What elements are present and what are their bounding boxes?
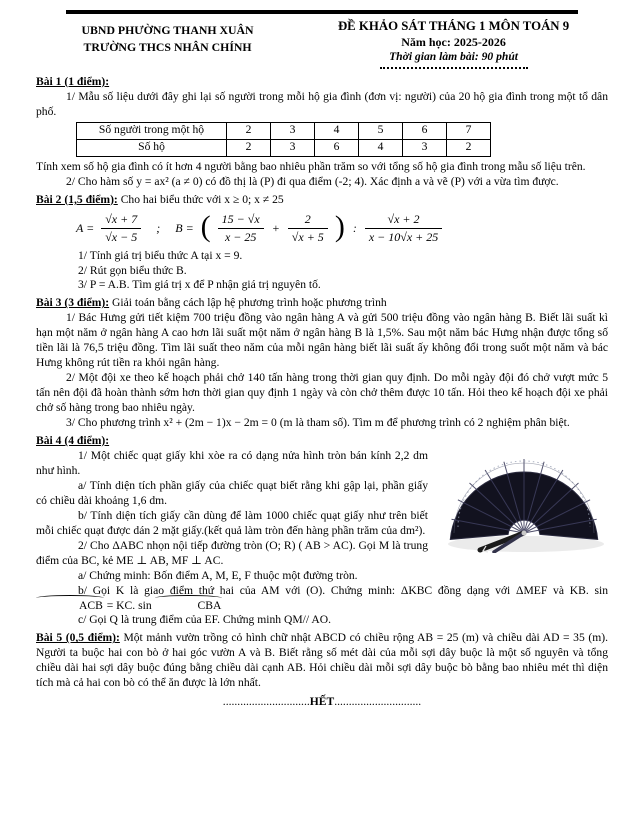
bai5-text: Một mảnh vườn trồng cỏ hình chữ nhật ABCD có chiều rộng AB = 25 (m) và chiều dài AD = 35 (m). Người ta buộc hai con bò ở hai góc vườn A và B. Biết rằng số mét dài của mỗi sợi dây buộc là một số nguyên và tổng chiều dài hai sợi dây buộc đúng bằng chiều dài cạnh AB. Hỏi chiều dài mỗi sợi dây buộc bò bằng bao nhiêu mét thì diện tích mà cả hai con bò có thể ăn được là lớn nhất. [36, 631, 608, 690]
fraction-numerator: 2 [288, 212, 328, 229]
angle-arc-CBA: CBA [155, 599, 223, 614]
bai1-heading-label: Bài 1 (1 điểm): [36, 74, 110, 88]
section-bai5 [36, 631, 608, 691]
header [36, 17, 608, 69]
table-row-households [77, 139, 491, 156]
bai4-item1: 1/ Một chiếc quạt giấy khi xòe ra có dạng nửa hình tròn bán kính 2,2 dm như hình. [36, 448, 428, 477]
paper-fan-image [436, 449, 608, 553]
footer-het-line [36, 695, 608, 710]
plus-operator: + [271, 220, 280, 235]
school-name: TRƯỜNG THCS NHÂN CHÍNH [83, 40, 252, 55]
table-cell: 3 [271, 122, 315, 139]
open-paren: ( [200, 209, 211, 243]
org-name: UBND PHƯỜNG THANH XUÂN [81, 23, 254, 37]
fraction-numerator: √x + 7 [101, 212, 141, 229]
formula-A-label: A = [76, 220, 95, 235]
bai4-item1b: b/ Tính diện tích giấy cần dùng để làm 1000 chiếc quạt giấy như trên biết mỗi chiếc quạt được dán 2 mặt giấy.(kết quả làm tròn đến hàng phần trăm của dm²). [36, 508, 428, 537]
table-cell: 6 [315, 139, 359, 156]
fraction-B2 [288, 212, 328, 246]
bai3-item3: 3/ Cho phương trình x² + (2m − 1)x − 2m = 0 (m là tham số). Tìm m để phương trình có 2 nghiệm phân biệt. [66, 416, 570, 430]
table-cell: 4 [359, 139, 403, 156]
bai4-item1a: a/ Tính diện tích phần giấy của chiếc quạt biết rằng khi gập lại, phần giấy có chiều dài khoảng 1,6 dm. [36, 478, 428, 507]
fraction-numerator: 15 − √x [218, 212, 264, 229]
bai4-item2b [36, 584, 608, 614]
table-cell: Số hộ [77, 139, 227, 156]
footer-dots: .............................. [222, 695, 310, 709]
fraction-denominator: √x − 5 [105, 230, 138, 245]
semicolon-separator: ; [156, 220, 161, 235]
formula-B-label: B = [175, 220, 194, 235]
bai3-heading [36, 296, 608, 311]
duration-dotted-rule [380, 67, 528, 69]
table-cell: 2 [227, 139, 271, 156]
table-row-people [77, 122, 491, 139]
fraction-B3 [365, 212, 442, 246]
bai3-heading-label: Bài 3 (3 điểm): [36, 296, 110, 310]
bai1-item1: 1/ Mẫu số liệu dưới đây ghi lại số người trong mỗi hộ gia đình (đơn vị: người) của 20 hộ gia đình trong một tổ dân phố. [36, 89, 608, 118]
fraction-numerator: √x + 2 [365, 212, 442, 229]
section-bai2 [36, 193, 608, 294]
header-right [299, 17, 608, 69]
header-left [36, 17, 299, 69]
bai2-heading [36, 193, 608, 208]
bai4-item2b-text: b/ Gọi K là giao điểm thứ hai của AM với (O). Chứng minh: ΔKBC đồng dạng với ΔMEF và KB. sin [78, 583, 608, 597]
bai2-formula [76, 209, 608, 246]
footer-het-label: HẾT [309, 695, 335, 709]
exam-duration: Thời gian làm bài: 90 phút [389, 49, 519, 63]
bai3-item2: 2/ Một đội xe theo kế hoạch phải chở 140 tấn hàng trong thời gian quy định. Do mỗi ngày đội đó chở vượt mức 5 tấn nên đội đã hoàn thành sớm hơn thời gian quy định 1 ngày và còn chở thêm được 10 tấn. Hỏi theo kế hoạch đội xe phải chở số hàng trong bao nhiêu ngày. [36, 371, 608, 415]
bai4-item2a: a/ Chứng minh: Bốn điểm A, M, E, F thuộc một đường tròn. [78, 568, 358, 582]
school-year: Năm học: 2025-2026 [401, 34, 506, 49]
table-cell: Số người trong một hộ [77, 122, 227, 139]
bai5-heading-label: Bài 5 (0,5 điểm): [36, 631, 120, 645]
footer-dots: .............................. [334, 695, 422, 709]
bai3-item1: 1/ Bác Hưng gửi tiết kiệm 700 triệu đồng vào ngân hàng A và gửi 500 triệu đồng vào ngân hàng B. Biết lãi suất kì hạn một năm ở ngân hàng A cao hơn lãi suất một năm ở ngân hàng B là 1,5%. Sau một năm bác Hưng nhận được tổng số tiền lãi là 76,5 triệu đồng. Tìm lãi suất theo năm của mỗi ngân hàng biết lãi suất ấy không đổi trong suốt một năm và bác Hưng không rút tiền ra khỏi ngân hàng. [36, 311, 608, 370]
bai2-q2: 2/ Rút gọn biểu thức B. [78, 263, 187, 277]
paper-fan-figure [436, 449, 608, 553]
fraction-B1 [218, 212, 264, 246]
bai5-paragraph [36, 631, 608, 691]
bai4-item2c: c/ Gọi Q là trung điểm của EF. Chứng minh QM// AO. [78, 613, 331, 627]
bai2-q3: 3/ P = A.B. Tìm giá trị x để P nhận giá trị nguyên tố. [78, 278, 321, 292]
bai4-heading-label: Bài 4 (4 điểm): [36, 434, 110, 448]
bai1-item2: 2/ Cho hàm số y = ax² (a ≠ 0) có đồ thị là (P) đi qua điểm (-2; 4). Xác định a và vẽ (P) với a vừa tìm được. [66, 174, 559, 188]
fraction-A [101, 212, 141, 246]
table-cell: 2 [227, 122, 271, 139]
table-cell: 2 [447, 139, 491, 156]
section-bai4 [36, 434, 608, 628]
bai4-item2: 2/ Cho ΔABC nhọn nội tiếp đường tròn (O; R) ( AB > AC). Gọi M là trung điểm của BC, kẻ ME ⊥ AB, MF ⊥ AC. [36, 538, 428, 567]
bai1-heading [36, 75, 608, 90]
top-rule [66, 10, 578, 14]
bai4-heading [36, 434, 608, 449]
table-cell: 7 [447, 122, 491, 139]
bai2-intro: Cho hai biểu thức với x ≥ 0; x ≠ 25 [120, 192, 284, 206]
bai2-heading-label: Bài 2 (1,5 điểm): [36, 192, 118, 206]
section-bai3 [36, 296, 608, 431]
close-paren: ) [334, 209, 345, 243]
exam-title: ĐỀ KHẢO SÁT THÁNG 1 MÔN TOÁN 9 [337, 19, 570, 33]
fraction-denominator: √x + 5 [291, 230, 324, 245]
section-bai1 [36, 75, 608, 190]
bai3-intro: Giải toán bằng cách lập hệ phương trình hoặc phương trình [112, 296, 387, 310]
table-cell: 5 [359, 122, 403, 139]
bai1-question: Tính xem số hộ gia đình có ít hơn 4 người bằng bao nhiêu phần trăm so với tổng số hộ gia đình trong mẫu số liệu trên. [36, 159, 586, 173]
table-cell: 3 [403, 139, 447, 156]
table-cell: 6 [403, 122, 447, 139]
table-cell: 3 [271, 139, 315, 156]
bai2-q1: 1/ Tính giá trị biểu thức A tại x = 9. [78, 248, 243, 262]
fraction-denominator: x − 25 [224, 230, 257, 245]
bai4-item2b-text: = KC. sin [103, 598, 155, 612]
fan-pivot [522, 530, 527, 535]
fraction-denominator: x − 10√x + 25 [368, 230, 439, 245]
angle-arc-ACB: ACB [36, 599, 104, 614]
frequency-table [76, 122, 491, 157]
table-cell: 4 [315, 122, 359, 139]
division-colon: : [352, 220, 357, 235]
